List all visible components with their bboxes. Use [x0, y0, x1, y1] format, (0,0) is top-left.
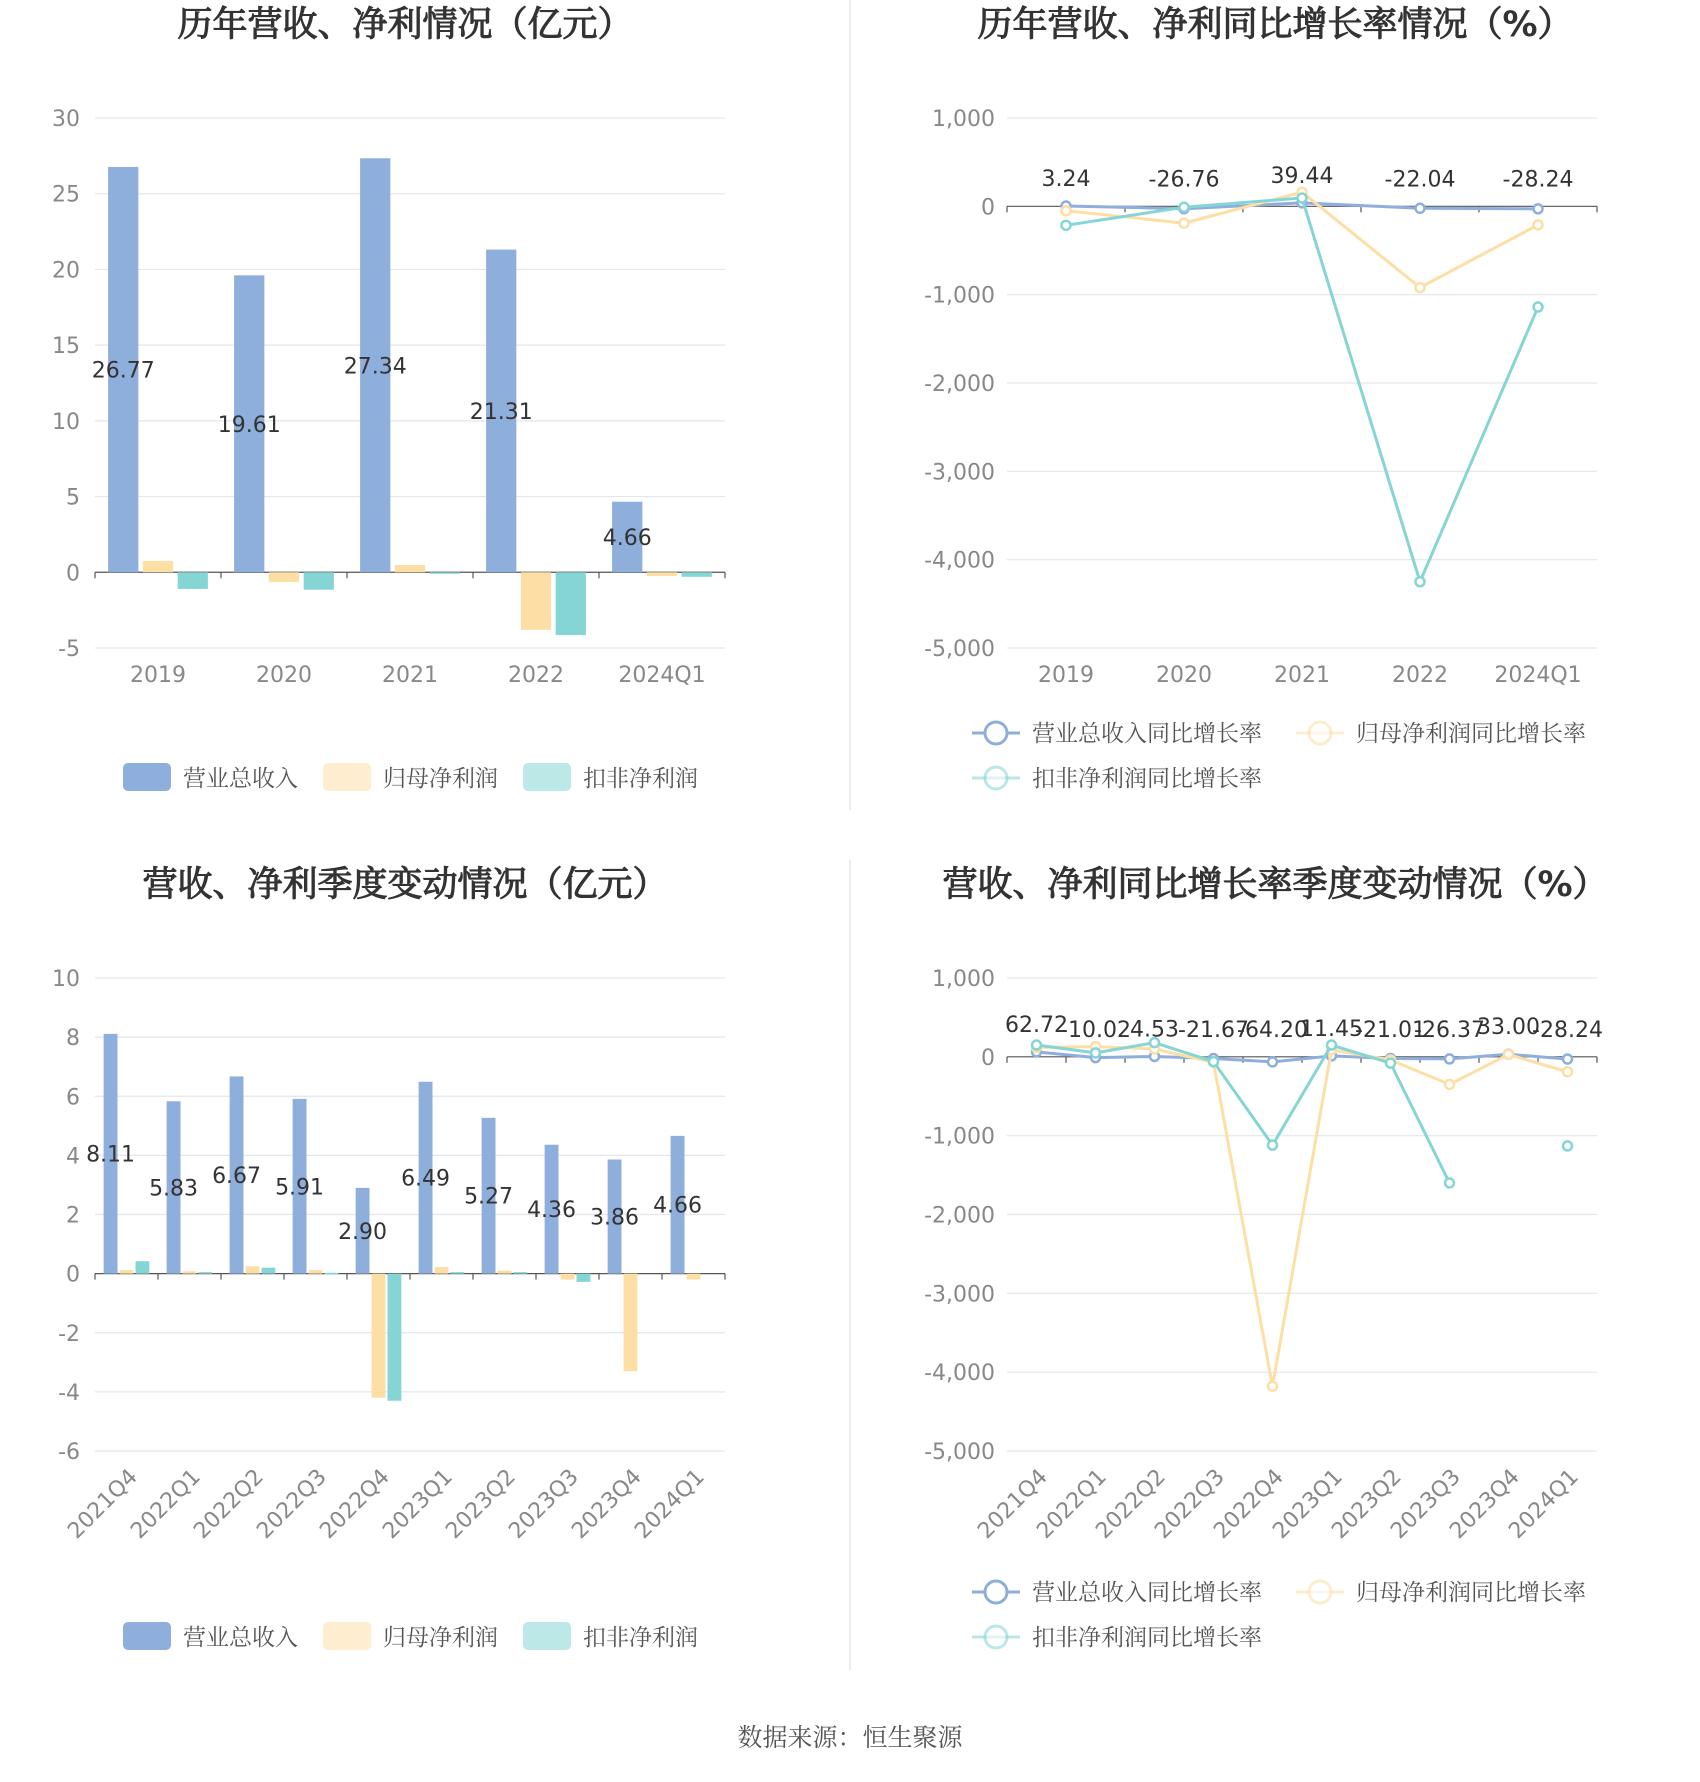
bar-net_profit	[309, 1270, 323, 1274]
x-tick-label: 2019	[130, 663, 186, 688]
x-tick-label: 2022Q1	[126, 1464, 206, 1544]
y-tick-label: -2	[58, 1321, 80, 1347]
legend-label: 归母净利润同比增长率	[1356, 1580, 1586, 1606]
point-deducted_profit	[1268, 1141, 1277, 1150]
bar-value-label: 3.86	[590, 1205, 640, 1231]
x-tick-label: 2022	[1392, 663, 1448, 688]
y-tick-label: 5	[66, 485, 80, 511]
bar-deducted_profit	[451, 1272, 465, 1274]
bar-value-label: 4.66	[653, 1193, 703, 1219]
y-tick-label: -4	[58, 1380, 80, 1406]
bar-net_profit	[143, 561, 173, 572]
bar-value-label: 6.67	[212, 1164, 262, 1190]
point-net_profit	[1180, 219, 1189, 228]
bar-net_profit	[120, 1270, 134, 1274]
y-tick-label: -3,000	[924, 1282, 995, 1308]
bar-net_profit	[269, 572, 299, 582]
y-tick-label: 6	[66, 1085, 80, 1111]
point-revenue	[1268, 1057, 1277, 1066]
legend-swatch-revenue	[123, 1622, 171, 1650]
x-tick-label: 2023Q1	[1268, 1464, 1348, 1544]
bar-deducted_profit	[388, 1274, 402, 1401]
point-deducted_profit	[1563, 1141, 1572, 1150]
legend-swatch-net_profit	[323, 763, 371, 791]
x-tick-label: 2021	[1274, 663, 1330, 688]
bar-deducted_profit	[514, 1272, 528, 1274]
bar-net_profit	[395, 565, 425, 572]
point-value-label: 39.44	[1270, 163, 1334, 189]
point-value-label: 4.53	[1130, 1017, 1179, 1043]
x-tick-label: 2023Q3	[1386, 1464, 1466, 1544]
bar-net_profit	[561, 1274, 575, 1280]
bar-deducted_profit	[430, 572, 460, 574]
legend-label: 营业总收入	[183, 766, 298, 792]
line-segment-net_profit	[1214, 1062, 1273, 1386]
y-tick-label: -3,000	[924, 460, 995, 486]
data-source: 数据来源：恒生聚源	[737, 1723, 963, 1752]
point-net_profit	[1534, 220, 1543, 229]
point-value-label: -10.02	[1060, 1017, 1131, 1043]
y-tick-label: 30	[52, 107, 80, 132]
x-tick-label: 2023Q1	[378, 1464, 458, 1544]
bar-net_profit	[498, 1271, 512, 1274]
bar-net_profit	[521, 572, 551, 630]
y-tick-label: -2,000	[924, 1203, 995, 1229]
line-segment-revenue	[1214, 1059, 1273, 1062]
line-segment-net_profit	[1273, 1050, 1332, 1387]
chart-title: 营收、净利季度变动情况（亿元）	[142, 865, 668, 905]
y-tick-label: -1,000	[924, 1124, 995, 1150]
x-tick-label: 2019	[1038, 663, 1094, 688]
chart-title: 历年营收、净利同比增长率情况（%）	[977, 5, 1573, 45]
bar-value-label: 26.77	[91, 358, 155, 384]
point-revenue	[1416, 204, 1425, 213]
point-deducted_profit	[1534, 303, 1543, 312]
y-tick-label: 2	[66, 1203, 80, 1229]
bar-deducted_profit	[682, 572, 712, 577]
annual-amount-chart	[52, 4, 725, 792]
legend-marker-revenue	[985, 1581, 1007, 1603]
y-tick-label: 0	[66, 1262, 80, 1288]
x-tick-label: 2023Q4	[1445, 1464, 1525, 1544]
legend-label: 扣非净利润同比增长率	[1032, 766, 1262, 792]
point-revenue	[1534, 204, 1543, 213]
y-tick-label: -5,000	[924, 1440, 995, 1465]
y-tick-label: -2,000	[924, 372, 995, 397]
point-net_profit	[1268, 1382, 1277, 1391]
legend-label: 归母净利润	[383, 766, 498, 792]
bar-value-label: 21.31	[469, 399, 533, 425]
y-tick-label: -4,000	[924, 1361, 995, 1387]
x-tick-label: 2022Q2	[189, 1464, 269, 1544]
x-tick-label: 2022Q2	[1091, 1464, 1171, 1544]
point-deducted_profit	[1062, 221, 1071, 230]
chart-title: 营收、净利同比增长率季度变动情况（%）	[942, 865, 1608, 905]
line-segment-revenue	[1420, 208, 1538, 209]
quarterly-growth-chart	[924, 865, 1607, 1651]
y-tick-label: 15	[52, 334, 80, 360]
bar-net_profit	[435, 1267, 449, 1274]
x-tick-label: 2022	[508, 663, 564, 688]
point-deducted_profit	[1091, 1048, 1100, 1057]
bar-value-label: 27.34	[343, 354, 407, 380]
y-tick-label: 25	[52, 182, 80, 208]
x-tick-label: 2022Q4	[315, 1464, 395, 1544]
bar-deducted_profit	[304, 572, 334, 589]
x-tick-label: 2023Q3	[504, 1464, 584, 1544]
x-tick-label: 2021	[382, 663, 438, 688]
y-tick-label: 10	[52, 409, 80, 435]
x-tick-label: 2024Q1	[630, 1464, 710, 1544]
point-value-label: -28.24	[1532, 1017, 1603, 1043]
bar-value-label: 19.61	[217, 412, 281, 438]
point-net_profit	[1062, 206, 1071, 215]
legend-label: 营业总收入	[183, 1625, 298, 1651]
bar-net_profit	[687, 1274, 701, 1280]
x-tick-label: 2024Q1	[618, 663, 706, 688]
bar-value-label: 5.27	[464, 1184, 514, 1210]
bar-value-label: 8.11	[86, 1142, 136, 1168]
bar-net_profit	[246, 1266, 260, 1273]
point-value-label: -28.24	[1502, 167, 1574, 193]
bar-deducted_profit	[556, 572, 586, 635]
point-value-label: 62.72	[1005, 1012, 1068, 1038]
point-net_profit	[1504, 1050, 1513, 1059]
line-segment-revenue	[1096, 1056, 1155, 1057]
point-net_profit	[1416, 283, 1425, 292]
bar-value-label: 5.83	[149, 1176, 199, 1202]
point-deducted_profit	[1386, 1059, 1395, 1068]
legend-label: 扣非净利润	[583, 766, 698, 792]
x-tick-label: 2022Q3	[252, 1464, 332, 1544]
y-tick-label: 0	[981, 195, 995, 221]
point-deducted_profit	[1445, 1178, 1454, 1187]
legend-label: 归母净利润同比增长率	[1356, 721, 1586, 747]
point-value-label: 11.45	[1300, 1016, 1363, 1042]
legend-label: 营业总收入同比增长率	[1032, 1580, 1262, 1606]
point-revenue	[1445, 1054, 1454, 1063]
bar-value-label: 4.36	[527, 1198, 577, 1224]
bar-deducted_profit	[577, 1274, 591, 1282]
legend-label: 扣非净利润同比增长率	[1032, 1625, 1262, 1651]
bar-deducted_profit	[325, 1273, 339, 1275]
y-tick-label: 8	[66, 1026, 80, 1052]
legend-marker-net_profit	[1309, 1581, 1331, 1603]
x-tick-label: 2021Q4	[973, 1464, 1053, 1544]
annual-growth-chart	[924, 4, 1597, 792]
point-net_profit	[1445, 1080, 1454, 1089]
point-value-label: 3.24	[1041, 167, 1091, 193]
x-tick-label: 2022Q3	[1150, 1464, 1230, 1544]
bar-deducted_profit	[178, 572, 208, 589]
point-value-label: -21.01	[1355, 1017, 1426, 1043]
x-tick-label: 2022Q1	[1032, 1464, 1112, 1544]
legend-swatch-revenue	[123, 763, 171, 791]
y-tick-label: -4,000	[924, 548, 995, 574]
point-value-label: -22.04	[1384, 167, 1456, 193]
legend-swatch-deducted_profit	[523, 1622, 571, 1650]
y-tick-label: 1,000	[932, 107, 995, 132]
chart-title: 历年营收、净利情况（亿元）	[177, 5, 633, 45]
x-tick-label: 2022Q4	[1209, 1464, 1289, 1544]
line-segment-deducted_profit	[1302, 198, 1420, 582]
bar-deducted_profit	[136, 1261, 150, 1273]
y-tick-label: 20	[52, 258, 80, 284]
bar-net_profit	[647, 572, 677, 576]
legend-label: 营业总收入同比增长率	[1032, 721, 1262, 747]
point-value-label: -26.76	[1148, 167, 1220, 193]
point-deducted_profit	[1298, 193, 1307, 202]
point-deducted_profit	[1209, 1057, 1218, 1066]
x-tick-label: 2024Q1	[1494, 663, 1582, 688]
y-tick-label: 4	[66, 1144, 80, 1170]
legend-swatch-deducted_profit	[523, 763, 571, 791]
x-tick-label: 2023Q4	[567, 1464, 647, 1544]
legend-marker-deducted_profit	[985, 767, 1007, 789]
point-revenue	[1563, 1055, 1572, 1064]
legend-label: 归母净利润	[383, 1625, 498, 1651]
y-tick-label: 10	[52, 967, 80, 992]
legend-marker-net_profit	[1309, 722, 1331, 744]
point-deducted_profit	[1032, 1041, 1041, 1050]
legend-marker-revenue	[985, 722, 1007, 744]
point-value-label: 33.00	[1477, 1015, 1540, 1041]
quarterly-amount-chart	[52, 865, 725, 1651]
y-tick-label: 1,000	[932, 967, 995, 992]
bar-value-label: 6.49	[401, 1166, 451, 1192]
y-tick-label: -5	[58, 637, 80, 662]
point-deducted_profit	[1416, 577, 1425, 586]
bar-net_profit	[372, 1274, 386, 1398]
point-net_profit	[1563, 1067, 1572, 1076]
legend-label: 扣非净利润	[583, 1625, 698, 1651]
y-tick-label: 0	[66, 561, 80, 587]
y-tick-label: -5,000	[924, 637, 995, 662]
y-tick-label: -1,000	[924, 283, 995, 309]
x-tick-label: 2024Q1	[1504, 1464, 1584, 1544]
y-tick-label: -6	[58, 1440, 80, 1465]
bar-deducted_profit	[262, 1268, 276, 1274]
bar-net_profit	[624, 1274, 638, 1372]
point-value-label: -26.37	[1414, 1017, 1485, 1043]
line-segment-net_profit	[1420, 225, 1538, 288]
point-value-label: -64.20	[1237, 1017, 1308, 1043]
x-tick-label: 2023Q2	[1327, 1464, 1407, 1544]
legend-swatch-net_profit	[323, 1622, 371, 1650]
x-tick-label: 2020	[256, 663, 312, 688]
bar-net_profit	[183, 1271, 197, 1273]
bar-deducted_profit	[199, 1272, 213, 1274]
y-tick-label: 0	[981, 1045, 995, 1071]
legend-marker-deducted_profit	[985, 1626, 1007, 1648]
point-value-label: -21.67	[1178, 1017, 1249, 1043]
bar-value-label: 5.91	[275, 1175, 325, 1201]
x-tick-label: 2020	[1156, 663, 1212, 688]
x-tick-label: 2021Q4	[63, 1464, 143, 1544]
line-segment-deducted_profit	[1420, 307, 1538, 582]
x-tick-label: 2023Q2	[441, 1464, 521, 1544]
bar-value-label: 2.90	[338, 1219, 388, 1245]
point-deducted_profit	[1180, 203, 1189, 212]
bar-value-label: 4.66	[602, 526, 652, 552]
